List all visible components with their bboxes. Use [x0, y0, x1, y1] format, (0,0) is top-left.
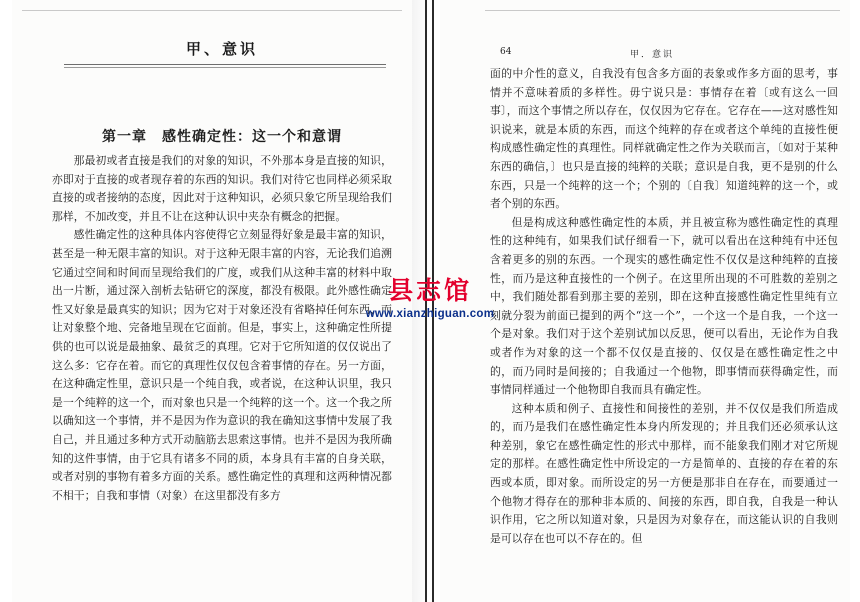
watermark-url: www.xianzhiguan.com: [365, 308, 495, 320]
left-body-text: [52, 152, 392, 505]
left-page: [12, 0, 412, 602]
paragraph: 感性确定性的这种具体内容使得它立刻显得好象是最丰富的知识，甚至是一种无限丰富的知识。对于这种无限丰富的内容，无论我们追溯它通过空间和时间而呈现给我们的广度，或我们从这种丰富的材料中取出一片断，通过深入剖析去钻研它的深度，都没有极限。此外感性确定性又好象是最真实的知识；因为它对于对象还没有省略掉任何东西，而让对象整个地、完备地呈现在它面前。但是，事实上，这种确定性所提供的也可以说是最抽象、最贫乏的真理。它对于它所知道的仅仅说出了这么多：它存在着。而它的真理性仅仅包含着事情的存在。另一方面，在这种确定性里，意识只是一个纯自我，或者说，在这种认识里，我只是一个纯粹的这一个，而对象也只是一个纯粹的这一个。这一个我之所以确知这一个事情，并不是因为作为意识的我在确知这事情中发展了我自己，并且通过多种方式开动脑筋去思索这事情。也并不是因为我所确知的这件事情，由于它具有诸多不同的质，本身具有丰富的自身关联，或者对别的事物有着多方面的关系。感性确定性的真理和这两种情况都不相干；自我和事情（对象）在这里都没有多方: [52, 228, 392, 502]
right-body-text: [490, 65, 838, 548]
paragraph: 那最初或者直接是我们的对象的知识，不外那本身是直接的知识，亦即对于直接的或者现存着的东西的知识。我们对待它也同样必须采取直接的或者接纳的态度，因此对于这种知识，必须只象它所呈现给我们那样，不加改变，并且不让在这种认识中夹杂有概念的把握。: [52, 154, 392, 223]
top-rule: [22, 10, 402, 11]
part-title: 甲、意识: [185, 40, 258, 58]
running-head-title: 甲．意识: [630, 50, 675, 60]
gutter-divider-right: [432, 0, 434, 602]
right-page: [440, 0, 850, 602]
paragraph: 这种本质和例子、直接性和间接性的差别，并不仅仅是我们所造成的，而乃是我们在感性确定性本身内所发现的；并且我们还必须承认这种差别，象它在感性确定性的形式中那样，而不能象我们刚才对它所规定的那样。在感性确定性中所设定的一方是简单的、直接的存在着的东西或本质，即对象。而所设定的另一方便是那非自在存在，而要通过一个他物才得存在的那种非本质的、间接的东西，即自我，自我是一种认识作用，它之所以知道对象，只是因为对象存在，而这能认识的自我则是可以存在也可以不存在的。但: [490, 401, 838, 545]
page-number: 64: [500, 47, 512, 57]
part-title-rule-secondary: [64, 67, 386, 68]
watermark-logo: 县志馆: [387, 276, 472, 305]
part-title-rule: [64, 64, 386, 65]
top-rule: [485, 10, 840, 11]
paragraph: 面的中介性的意义，自我没有包含多方面的表象或作多方面的思考，事情并不意味着质的多样性。毋宁说只是：事情存在着〔或有这么一回事〕，而这个事情之所以存在，仅仅因为它存在。它存在——这对感性知识说来，就是本质的东西，而这个纯粹的存在或者这个单纯的直接性便构成感性确定性的真理性。同样就确定性之作为关联而言，〔如对于某种东西的确信，〕也只是直接的纯粹的关联；意识是自我，更不是别的什么东西，只是一个纯粹的这一个；个别的〔自我〕知道纯粹的这一个，或者个别的东西。: [490, 67, 838, 211]
chapter-title: 第一章 感性确定性：这一个和意谓: [102, 129, 342, 145]
gutter-divider-left: [425, 0, 427, 602]
paragraph: 但是构成这种感性确定性的本质，并且被宣称为感性确定性的真理性的这种纯有，如果我们试仔细看一下，就可以看出在这种纯有中还包含着更多的别的东西。一个现实的感性确定性不仅仅是这种纯粹的直接性，而乃是这种直接性的一个例子。在这里所出现的不可胜数的差别之中，我们随处都看到那主要的差别，即在这种直接感性确定性里纯有立刻就分裂为前面已提到的两个“这一个”，一个这一个是自我，一个这一个是对象。我们对于这个差别试加以反思，便可以看出，无论作为自我或者作为对象的这一个都不仅仅是直接的、仅仅是在感性确定性之中的，而乃同时是间接的；自我通过一个他物，即事情而获得确定性，而事情同样通过一个他物即自我而具有确定性。: [490, 215, 838, 397]
